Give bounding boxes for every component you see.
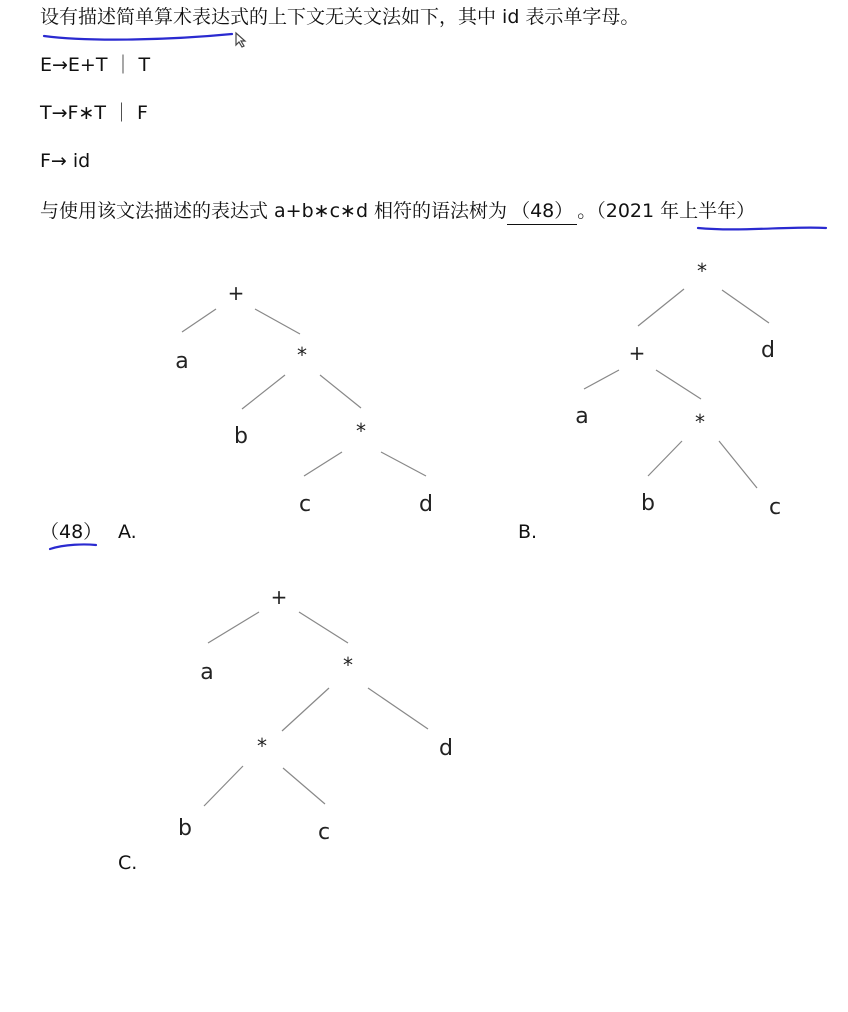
- tree-b-node: d: [761, 338, 775, 363]
- tree-b-node: *: [695, 410, 705, 434]
- stem-suffix: 。（2021 年上半年）: [577, 200, 756, 222]
- tree-a-node: d: [419, 492, 433, 517]
- tree-c-node: *: [343, 653, 353, 677]
- tree-b-node: c: [768, 495, 782, 520]
- grammar-rule-f: F→ id: [40, 150, 91, 172]
- underline-annotation-intro: [44, 34, 232, 40]
- question-stem: [40, 198, 755, 225]
- syntax-tree-b[interactable]: [575, 259, 781, 520]
- tree-a-node: b: [234, 424, 248, 449]
- tree-c-node: b: [178, 816, 192, 841]
- tree-c-root: +: [270, 585, 288, 609]
- tree-c-node: a: [200, 660, 214, 685]
- option-c-label[interactable]: C.: [118, 852, 138, 874]
- grammar-rule-t: T→F∗T ｜ F: [40, 102, 148, 124]
- tree-c-node: d: [439, 736, 453, 761]
- tree-b-node: a: [575, 404, 589, 429]
- question-intro: 设有描述简单算术表达式的上下文无关文法如下，其中 id 表示单字母。: [40, 6, 640, 28]
- tree-a-node: *: [297, 343, 307, 367]
- tree-a-node: c: [298, 492, 312, 517]
- tree-a-node: *: [356, 419, 366, 443]
- syntax-tree-a[interactable]: [175, 281, 433, 517]
- option-a-label[interactable]: A.: [118, 521, 137, 543]
- syntax-tree-c[interactable]: [178, 585, 453, 845]
- underline-annotation-48: [50, 544, 96, 549]
- tree-a-node: a: [175, 349, 189, 374]
- tree-b-node: b: [641, 491, 655, 516]
- tree-c-node: *: [257, 734, 267, 758]
- cursor-icon: [236, 33, 245, 47]
- tree-b-node: +: [628, 341, 646, 365]
- tree-a-root: +: [227, 281, 245, 305]
- option-number: （48）: [40, 521, 103, 543]
- tree-c-node: c: [317, 820, 331, 845]
- answer-blank: （48）: [507, 198, 577, 225]
- tree-b-root: *: [697, 259, 707, 283]
- option-b-label[interactable]: B.: [518, 521, 538, 543]
- grammar-rule-e: E→E+T ｜ T: [40, 54, 151, 76]
- underline-annotation-year: [698, 228, 826, 230]
- stem-prefix: 与使用该文法描述的表达式 a+b∗c∗d 相符的语法树为: [40, 200, 508, 222]
